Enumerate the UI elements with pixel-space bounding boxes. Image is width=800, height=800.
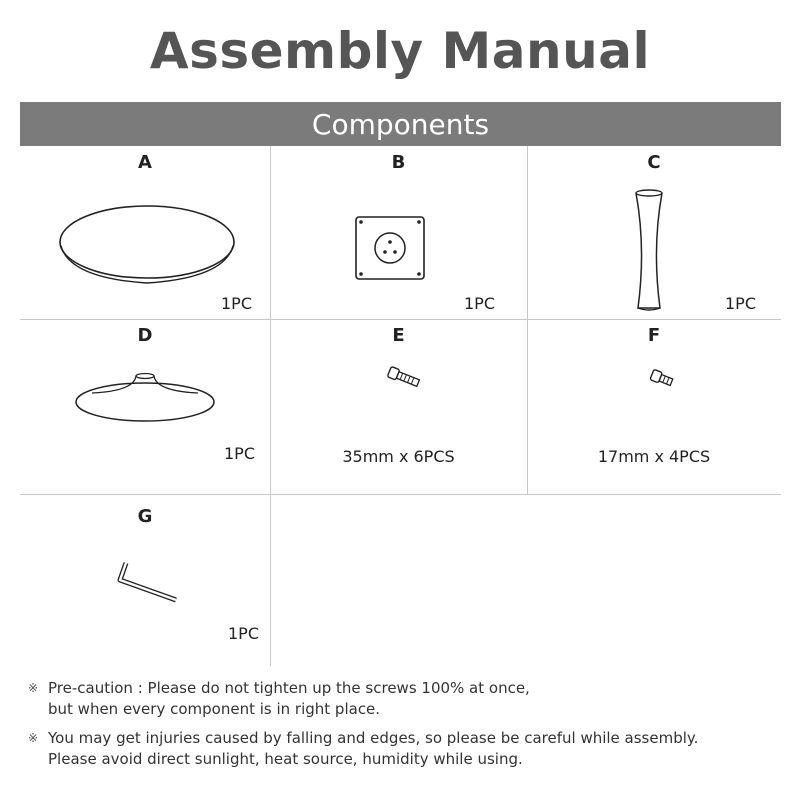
precaution-line-2: but when every component is in right place. bbox=[48, 700, 381, 718]
component-a bbox=[20, 146, 270, 319]
notes bbox=[28, 678, 768, 778]
component-qty: 1PC bbox=[725, 294, 756, 313]
component-qty: 1PC bbox=[464, 294, 495, 313]
component-qty: 1PC bbox=[221, 294, 252, 313]
page-title: Assembly Manual bbox=[149, 22, 651, 80]
component-letter: F bbox=[647, 325, 661, 346]
round-tabletop-icon bbox=[58, 204, 238, 290]
warning-note bbox=[28, 728, 768, 770]
component-d bbox=[20, 319, 270, 494]
section-header bbox=[20, 102, 781, 146]
component-qty: 35mm x 6PCS bbox=[342, 447, 455, 466]
component-b bbox=[270, 146, 527, 319]
component-letter: A bbox=[138, 152, 152, 173]
component-g bbox=[20, 494, 270, 666]
short-screw-icon bbox=[647, 367, 677, 391]
warning-line-2: Please avoid direct sunlight, heat source, humidity while using. bbox=[48, 750, 523, 768]
component-c bbox=[527, 146, 781, 319]
component-qty: 17mm x 4PCS bbox=[597, 447, 711, 466]
precaution-note bbox=[28, 678, 768, 720]
component-letter: E bbox=[392, 325, 405, 346]
component-letter: B bbox=[391, 152, 406, 173]
components-grid bbox=[20, 146, 781, 666]
precaution-line-1: Pre-caution : Please do not tighten up the screws 100% at once, bbox=[48, 679, 530, 697]
component-e bbox=[270, 319, 527, 494]
reference-mark-icon: ※ bbox=[28, 731, 39, 745]
component-letter: G bbox=[137, 506, 153, 527]
component-qty: 1PC bbox=[228, 624, 259, 643]
component-letter: C bbox=[647, 152, 661, 173]
component-qty: 1PC bbox=[224, 444, 255, 463]
base-icon bbox=[74, 371, 216, 427]
long-screw-icon bbox=[384, 365, 424, 391]
mounting-plate-icon bbox=[354, 215, 426, 281]
component-f bbox=[527, 319, 781, 494]
column-leg-icon bbox=[633, 188, 667, 314]
warning-line-1: You may get injuries caused by falling and edges, so please be careful while assembly. bbox=[48, 729, 699, 747]
section-title: Components bbox=[311, 107, 490, 141]
reference-mark-icon: ※ bbox=[28, 681, 39, 695]
allen-key-icon bbox=[116, 560, 180, 608]
component-letter: D bbox=[137, 325, 153, 346]
